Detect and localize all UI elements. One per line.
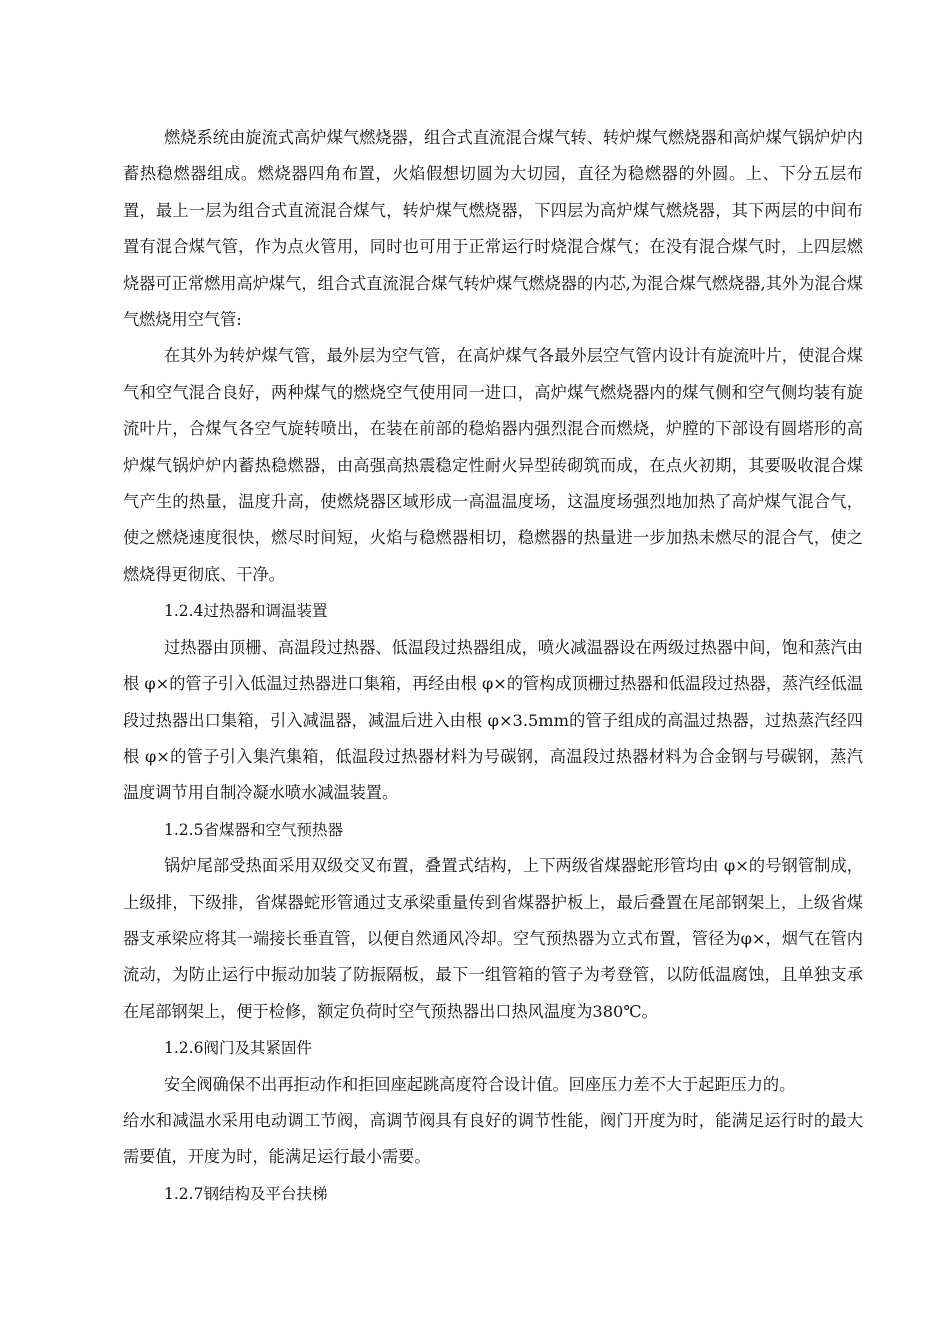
paragraph-burner-system: 燃烧系统由旋流式高炉煤气燃烧器，组合式直流混合煤气转、转炉煤气燃烧器和高炉煤气锅炉炉内蓄热稳燃器组成。燃烧器四角布置，火焰假想切圆为大切园，直径为稳燃器的外圆。上、下分五层布置，最上一层为组合式直流混合煤气，转炉煤气燃烧器，下四层为高炉煤气燃烧器，其下两层的中间布置有混合煤气管，作为点火管用，同时也可用于正常运行时烧混合煤气；在没有混合煤气时，上四层燃烧器可正常燃用高炉煤气，组合式直流混合煤气转炉煤气燃烧器的内芯,为混合煤气燃烧器,其外为混合煤气燃烧用空气管:: [123, 128, 863, 330]
paragraph-feedwater-valve: 给水和减温水采用电动调工节阀，高调节阀具有良好的调节性能，阀门开度为时，能满足运行时的最大需要值，开度为时，能满足运行最小需要。: [123, 1110, 863, 1167]
paragraph-burner-structure: 在其外为转炉煤气管，最外层为空气管，在高炉煤气各最外层空气管内设计有旋流叶片，使混合煤气和空气混合良好，两种煤气的燃烧空气使用同一进口，高炉煤气燃烧器内的煤气侧和空气侧均装有旋流叶片，合煤气各空气旋转喷出，在装在前部的稳焰器内强烈混合而燃烧，炉膛的下部设有圆塔形的高炉煤气锅炉炉内蓄热稳燃器，由高强高热震稳定性耐火异型砖砌筑而成，在点火初期，其要吸收混合煤气产生的热量，温度升高，使燃烧器区域形成一高温温度场，这温度场强烈地加热了高炉煤气混合气，使之燃烧速度很快，燃尽时间短，火焰与稳燃器相切，稳燃器的热量进一步加热未燃尽的混合气，使之燃烧得更彻底、干净。: [123, 346, 863, 584]
paragraph-safety-valve: 安全阀确保不出再拒动作和拒回座起跳高度符合设计值。回座压力差不大于起距压力的。: [164, 1074, 796, 1094]
paragraph-economizer: 锅炉尾部受热面采用双级交叉布置，叠置式结构，上下两级省煤器蛇形管均由 φ×的号钢管制成，上级排，下级排，省煤器蛇形管通过支承梁重量传到省煤器护板上，最后叠置在尾部钢架上，上级省煤器支承梁应将其一端接长垂直管，以便自然通风冷却。空气预热器为立式布置，管径为φ×，烟气在管内流动，为防止运行中振动加装了防振隔板，最下一组管箱的管子为考登管，以防低温腐蚀，且单独支承在尾部钢架上，便于检修，额定负荷时空气预热器出口热风温度为380℃。: [123, 856, 863, 1021]
paragraph-superheater: 过热器由顶栅、高温段过热器、低温段过热器组成，喷火减温器设在两级过热器中间，饱和蒸汽由根 φ×的管子引入低温过热器进口集箱，再经由根 φ×的管构成顶栅过热器和低温段过热器，蒸汽经低温段过热器出口集箱，引入减温器，减温后进入由根 φ×3.5mm的管子组成的高温过热器，过热蒸汽经四根 φ×的管子引入集汽集箱，低温段过热器材料为号碳钢，高温段过热器材料为合金钢与号碳钢，蒸汽温度调节用自制冷凝水喷水减温装置。: [123, 637, 863, 803]
section-heading-superheater: 1.2.4过热器和调温装置: [164, 602, 328, 621]
section-heading-economizer: 1.2.5省煤器和空气预热器: [164, 820, 343, 839]
section-heading-steel-structure: 1.2.7钢结构及平台扶梯: [164, 1184, 328, 1203]
section-heading-valves: 1.2.6阀门及其紧固件: [164, 1039, 312, 1058]
document-page: [123, 120, 863, 1212]
